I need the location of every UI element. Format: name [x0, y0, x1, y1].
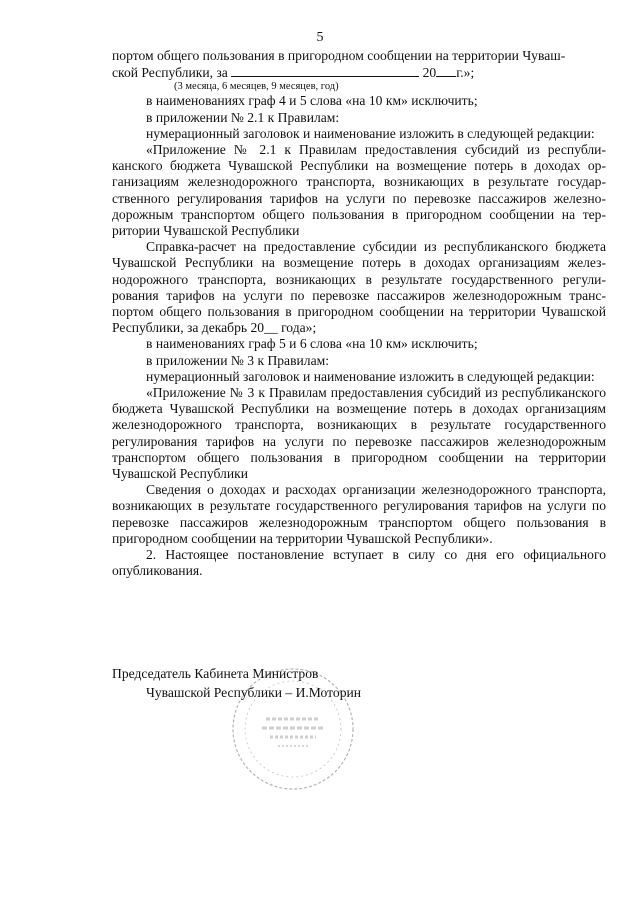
signature-block [112, 664, 361, 702]
paragraph: в наименованиях граф 4 и 5 слова «на 10 км» исключить; [146, 93, 478, 109]
signatory-title: Председатель Кабинета Министров [112, 666, 319, 681]
text-line: портом общего пользования в пригородном сообщении на территории Чуваш- [112, 48, 566, 63]
paragraph: нумерационный заголовок и наименование изложить в следующей редакции: [146, 125, 595, 141]
paragraph: нумерационный заголовок и наименование изложить в следующей редакции: [146, 368, 595, 384]
paragraph: Справка-расчет на предоставление субсидии из республиканского бюджета Чувашской Республики на возмещение потерь в доходах организациям железнодорожного транспорта, возникающих в результате государственного регулирования тарифов на услуги по перевозке пассажиров железнодорожным транспортом общего пользования в пригородном сообщении на территории Чувашской Республики, за декабрь 20__ года»; [112, 239, 606, 336]
period-line [112, 64, 606, 81]
field-caption: (3 месяца, 6 месяцев, 9 месяцев, год) [174, 81, 339, 93]
paragraph: «Приложение № 3 к Правилам предоставления субсидий из республиканского бюджета Чувашской Республики на возмещение потерь в доходах организациям железнодорожного транспорта, возникающих в результате государственного регулирования тарифов на услуги по перевозке пассажиров железнодорожным транспортом общего пользования в пригородном сообщении на территории Чувашской Республики [112, 385, 606, 482]
signatory-name: Чувашской Республики – И.Моторин [146, 685, 362, 700]
paragraph: в приложении № 3 к Правилам: [146, 352, 329, 368]
paragraph: в приложении № 2.1 к Правилам: [146, 109, 340, 125]
paragraph: в наименованиях граф 5 и 6 слова «на 10 км» исключить; [146, 336, 478, 352]
paragraph: «Приложение № 2.1 к Правилам предоставления субсидий из республиканского бюджета Чувашской Республики на возмещение потерь в доходах организациям железнодорожного транспорта, возникающих в результате государственного регулирования тарифов на услуги по перевозке пассажиров железнодорожным транспортом общего пользования в пригородном сообщении на территории Чувашской Республики [112, 142, 606, 239]
blank-field [231, 64, 419, 77]
document-body [112, 48, 606, 580]
blank-field [436, 64, 456, 77]
paragraph: 2. Настоящее постановление вступает в силу со дня его официального опубликования. [112, 547, 606, 579]
page-number: 5 [316, 30, 324, 45]
year-prefix: 20 [422, 65, 437, 81]
text-fragment: г.»; [456, 65, 475, 81]
paragraph: Сведения о доходах и расходах организации железнодорожного транспорта, возникающих в результате государственного регулирования тарифов на услуги по перевозке пассажиров железнодорожным транспортом общего пользования в пригородном сообщении на территории Чувашской Республики». [112, 482, 606, 546]
text-fragment: ской Республики, за [112, 65, 228, 81]
